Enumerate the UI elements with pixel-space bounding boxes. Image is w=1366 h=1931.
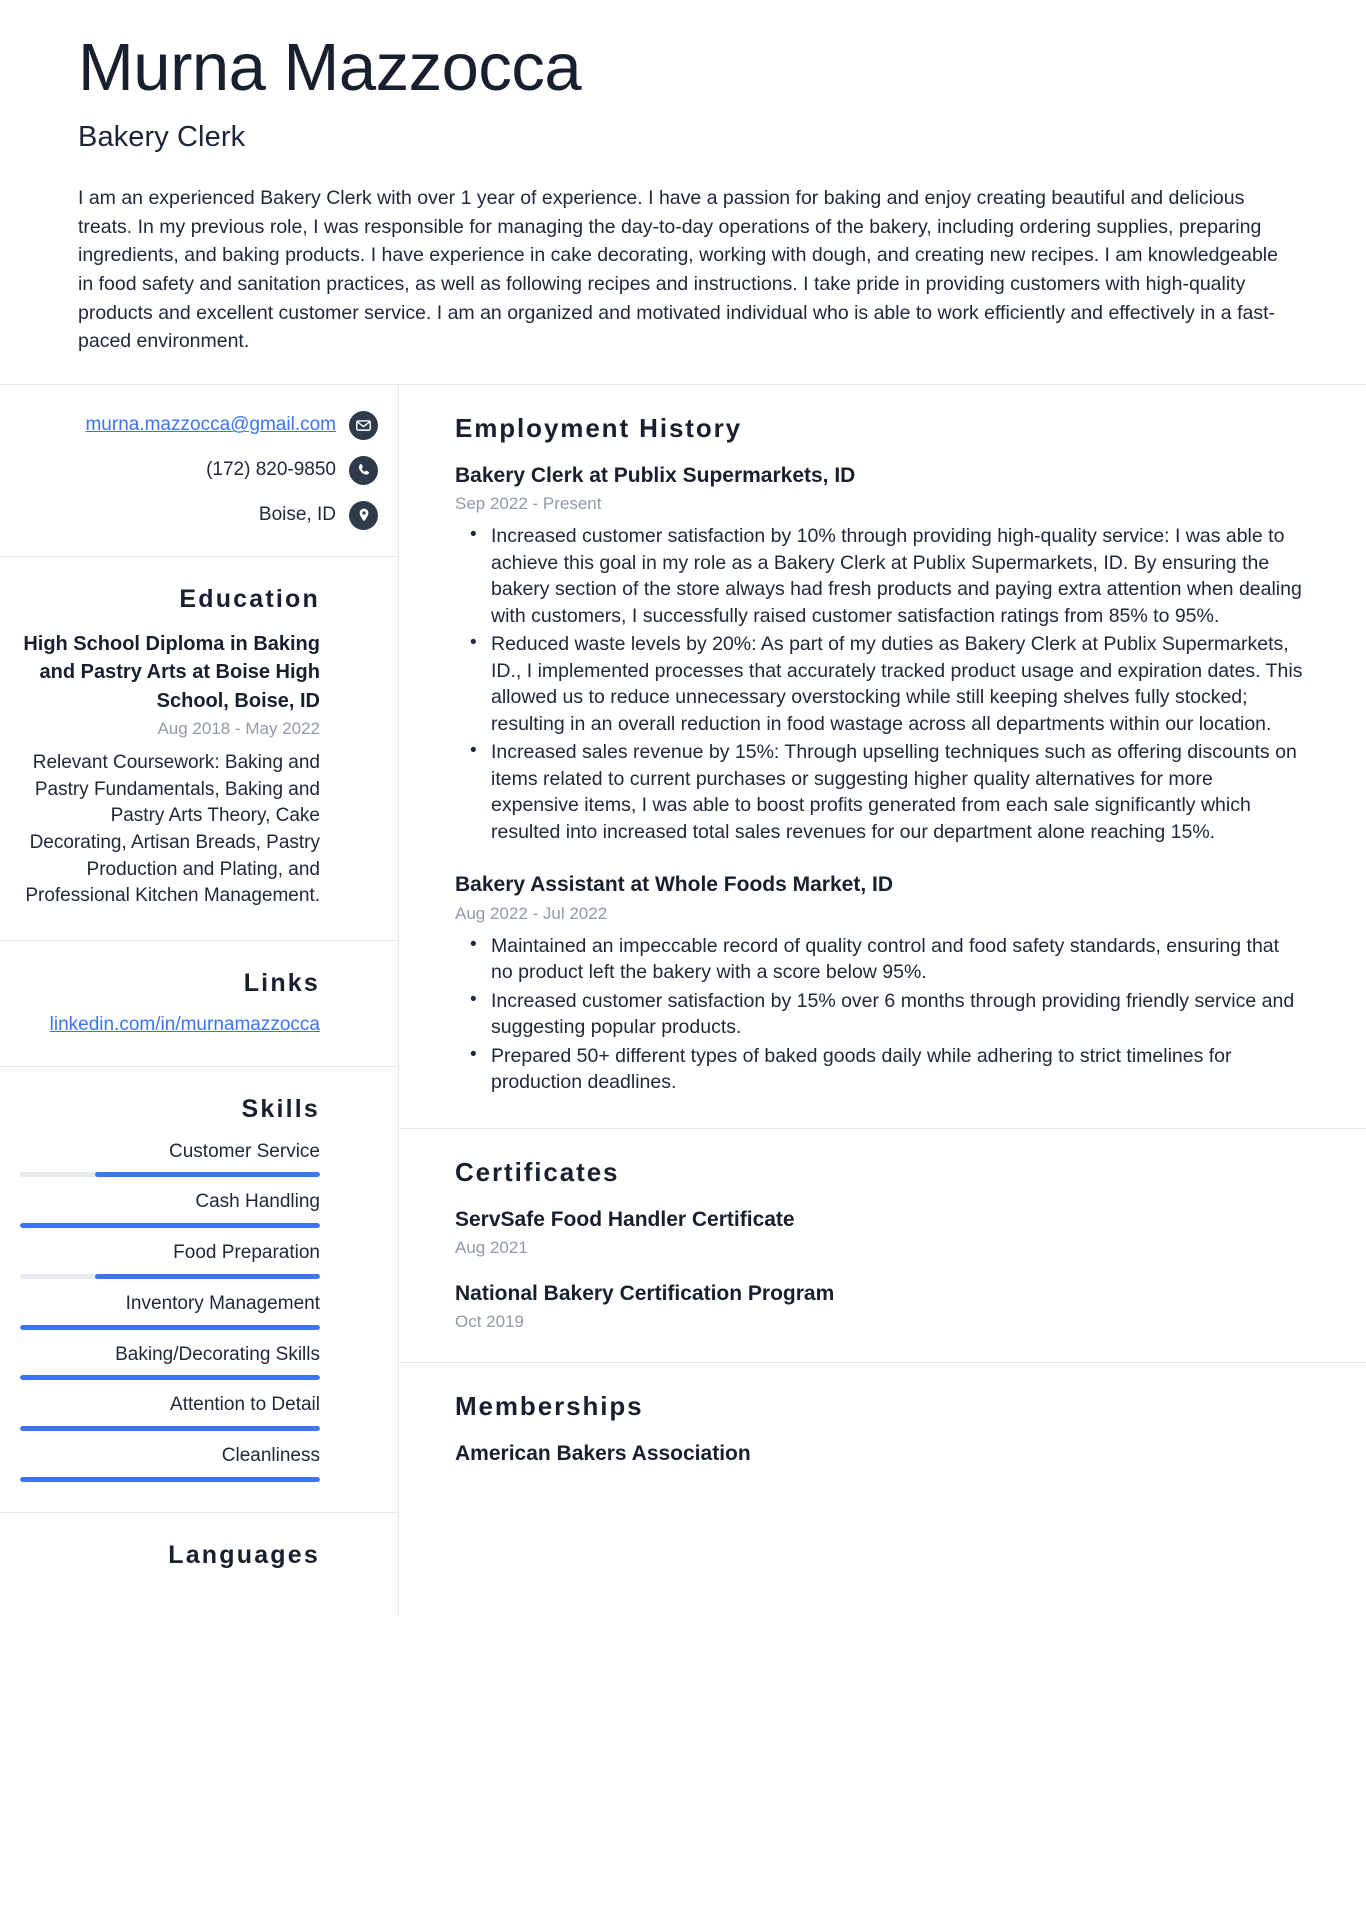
page-title: Murna Mazzocca xyxy=(78,30,582,105)
contact-row-email[interactable] xyxy=(20,411,378,440)
links-block xyxy=(0,941,398,1067)
skill-label: Inventory Management xyxy=(125,1292,320,1314)
skill-label: Customer Service xyxy=(169,1140,320,1162)
skill-item xyxy=(20,1343,320,1381)
skill-bar-fill xyxy=(95,1274,320,1279)
skill-item xyxy=(20,1190,320,1228)
skill-bar-fill xyxy=(20,1375,320,1380)
memberships-heading: Memberships xyxy=(455,1391,644,1422)
employment-bullet: • Increased customer satisfaction by 10% through providing high-quality service: I was able to achieve this goal in my role as a Bakery Clerk at Publix Supermarkets, ID. By ensuring the bakery section of the store always had fresh products and paying extra attention when dealing with customers, I successfully raised customer satisfaction ratings from 85% to 95%. xyxy=(491,523,1306,629)
skill-bar-fill xyxy=(20,1426,320,1431)
skill-item xyxy=(20,1140,320,1178)
skill-label: Cash Handling xyxy=(195,1191,320,1213)
link-item[interactable]: linkedin.com/in/murnamazzocca xyxy=(49,1013,320,1035)
languages-block xyxy=(0,1513,398,1616)
education-entry xyxy=(20,630,320,910)
employment-bullet: • Maintained an impeccable record of quality control and food safety standards, ensuring that no product left the bakery with a score below 95%. xyxy=(491,933,1306,986)
skill-bar-fill xyxy=(20,1325,320,1330)
skill-bar-fill xyxy=(20,1223,320,1228)
employment-role: Bakery Clerk at Publix Supermarkets, ID xyxy=(455,463,856,487)
phone-number: (172) 820-9850 xyxy=(206,459,336,481)
employment-block xyxy=(399,385,1366,1129)
certificate-name: National Bakery Certification Program xyxy=(455,1282,835,1306)
resume-header xyxy=(0,0,1366,356)
skill-item xyxy=(20,1292,320,1330)
education-date: Aug 2018 - May 2022 xyxy=(157,719,320,739)
main-content xyxy=(399,385,1366,1616)
certificate-date: Oct 2019 xyxy=(455,1312,524,1332)
location-pin-icon xyxy=(349,501,378,530)
education-heading: Education xyxy=(179,584,320,613)
skill-bar-track xyxy=(20,1426,320,1431)
employment-role: Bakery Assistant at Whole Foods Market, ID xyxy=(455,873,893,897)
memberships-block xyxy=(399,1363,1366,1497)
phone-icon xyxy=(349,456,378,485)
skill-bar-fill xyxy=(20,1477,320,1482)
contact-row-location xyxy=(20,501,378,530)
certificates-block xyxy=(399,1129,1366,1364)
certificate-entry xyxy=(455,1206,1306,1258)
employment-date: Aug 2022 - Jul 2022 xyxy=(455,903,608,923)
employment-entry xyxy=(455,462,1306,845)
contact-block xyxy=(0,385,398,557)
employment-entry xyxy=(455,871,1306,1095)
skills-block xyxy=(0,1067,398,1513)
employment-date: Sep 2022 - Present xyxy=(455,494,602,514)
certificate-date: Aug 2021 xyxy=(455,1238,528,1258)
employment-bullet: • Increased customer satisfaction by 15% over 6 months through providing friendly service and suggesting popular products. xyxy=(491,988,1306,1041)
skill-label: Baking/Decorating Skills xyxy=(115,1343,320,1365)
skill-bar-track xyxy=(20,1375,320,1380)
skill-bar-fill xyxy=(95,1172,320,1177)
skill-label: Food Preparation xyxy=(173,1242,320,1264)
employment-bullets xyxy=(455,933,1306,1096)
skill-item xyxy=(20,1393,320,1431)
links-heading: Links xyxy=(243,968,320,997)
skill-item xyxy=(20,1444,320,1482)
skill-bar-track xyxy=(20,1477,320,1482)
location-text: Boise, ID xyxy=(258,504,336,526)
employment-heading: Employment History xyxy=(455,412,743,443)
professional-summary: I am an experienced Bakery Clerk with over 1 year of experience. I have a passion for baking and enjoy creating beautiful and delicious treats. In my previous role, I was responsible for managing the day-to-day operations of the bakery, including ordering supplies, preparing ingredients, and baking products. I have experience in cake decorating, working with dough, and creating new recipes. I am knowledgeable in food safety and sanitation practices, as well as following recipes and instructions. I take pride in providing customers with high-quality products and excellent customer service. I am an organized and motivated individual who is able to work efficiently and effectively in a fast-paced environment. xyxy=(78,187,1278,353)
envelope-icon xyxy=(349,411,378,440)
skill-bar-track xyxy=(20,1172,320,1177)
skill-label: Cleanliness xyxy=(221,1445,320,1467)
job-title: Bakery Clerk xyxy=(78,121,246,154)
education-degree: High School Diploma in Baking and Pastry Arts at Boise High School, Boise, ID xyxy=(23,632,320,712)
skill-label: Attention to Detail xyxy=(170,1394,320,1416)
membership-name: American Bakers Association xyxy=(455,1442,751,1466)
employment-bullets xyxy=(455,523,1306,845)
certificates-heading: Certificates xyxy=(455,1156,620,1187)
education-block xyxy=(0,557,398,941)
certificate-name: ServSafe Food Handler Certificate xyxy=(455,1207,795,1231)
skills-heading: Skills xyxy=(241,1094,320,1123)
sidebar xyxy=(0,385,399,1616)
education-description: Relevant Coursework: Baking and Pastry Fundamentals, Baking and Pastry Arts Theory, Cake Decorating, Artisan Breads, Pastry Production and Plating, and Professional Kitchen Management. xyxy=(25,752,320,907)
employment-bullet: • Prepared 50+ different types of baked goods daily while adhering to strict timelines for production deadlines. xyxy=(491,1043,1306,1096)
skill-item xyxy=(20,1241,320,1279)
skill-bar-track xyxy=(20,1325,320,1330)
email-link[interactable]: murna.mazzocca@gmail.com xyxy=(85,414,336,436)
certificate-entry xyxy=(455,1280,1306,1332)
skill-bar-track xyxy=(20,1274,320,1279)
skill-bar-track xyxy=(20,1223,320,1228)
employment-bullet: • Increased sales revenue by 15%: Through upselling techniques such as offering discounts on items related to current purchases or suggesting higher quality alternatives for more expensive items, I was able to boost profits generated from each sale significantly which resulted into increased total sales revenues for our department alone reaching 15%. xyxy=(491,739,1306,845)
resume-body xyxy=(0,384,1366,1616)
contact-row-phone xyxy=(20,456,378,485)
languages-heading: Languages xyxy=(168,1540,320,1569)
employment-bullet: • Reduced waste levels by 20%: As part of my duties as Bakery Clerk at Publix Supermarkets, ID., I implemented processes that accurately tracked product usage and expiration dates. This allowed us to reduce unnecessary overstocking while still keeping shelves fully stocked; resulting in an overall reduction in food wastage across all departments within our location. xyxy=(491,631,1306,737)
